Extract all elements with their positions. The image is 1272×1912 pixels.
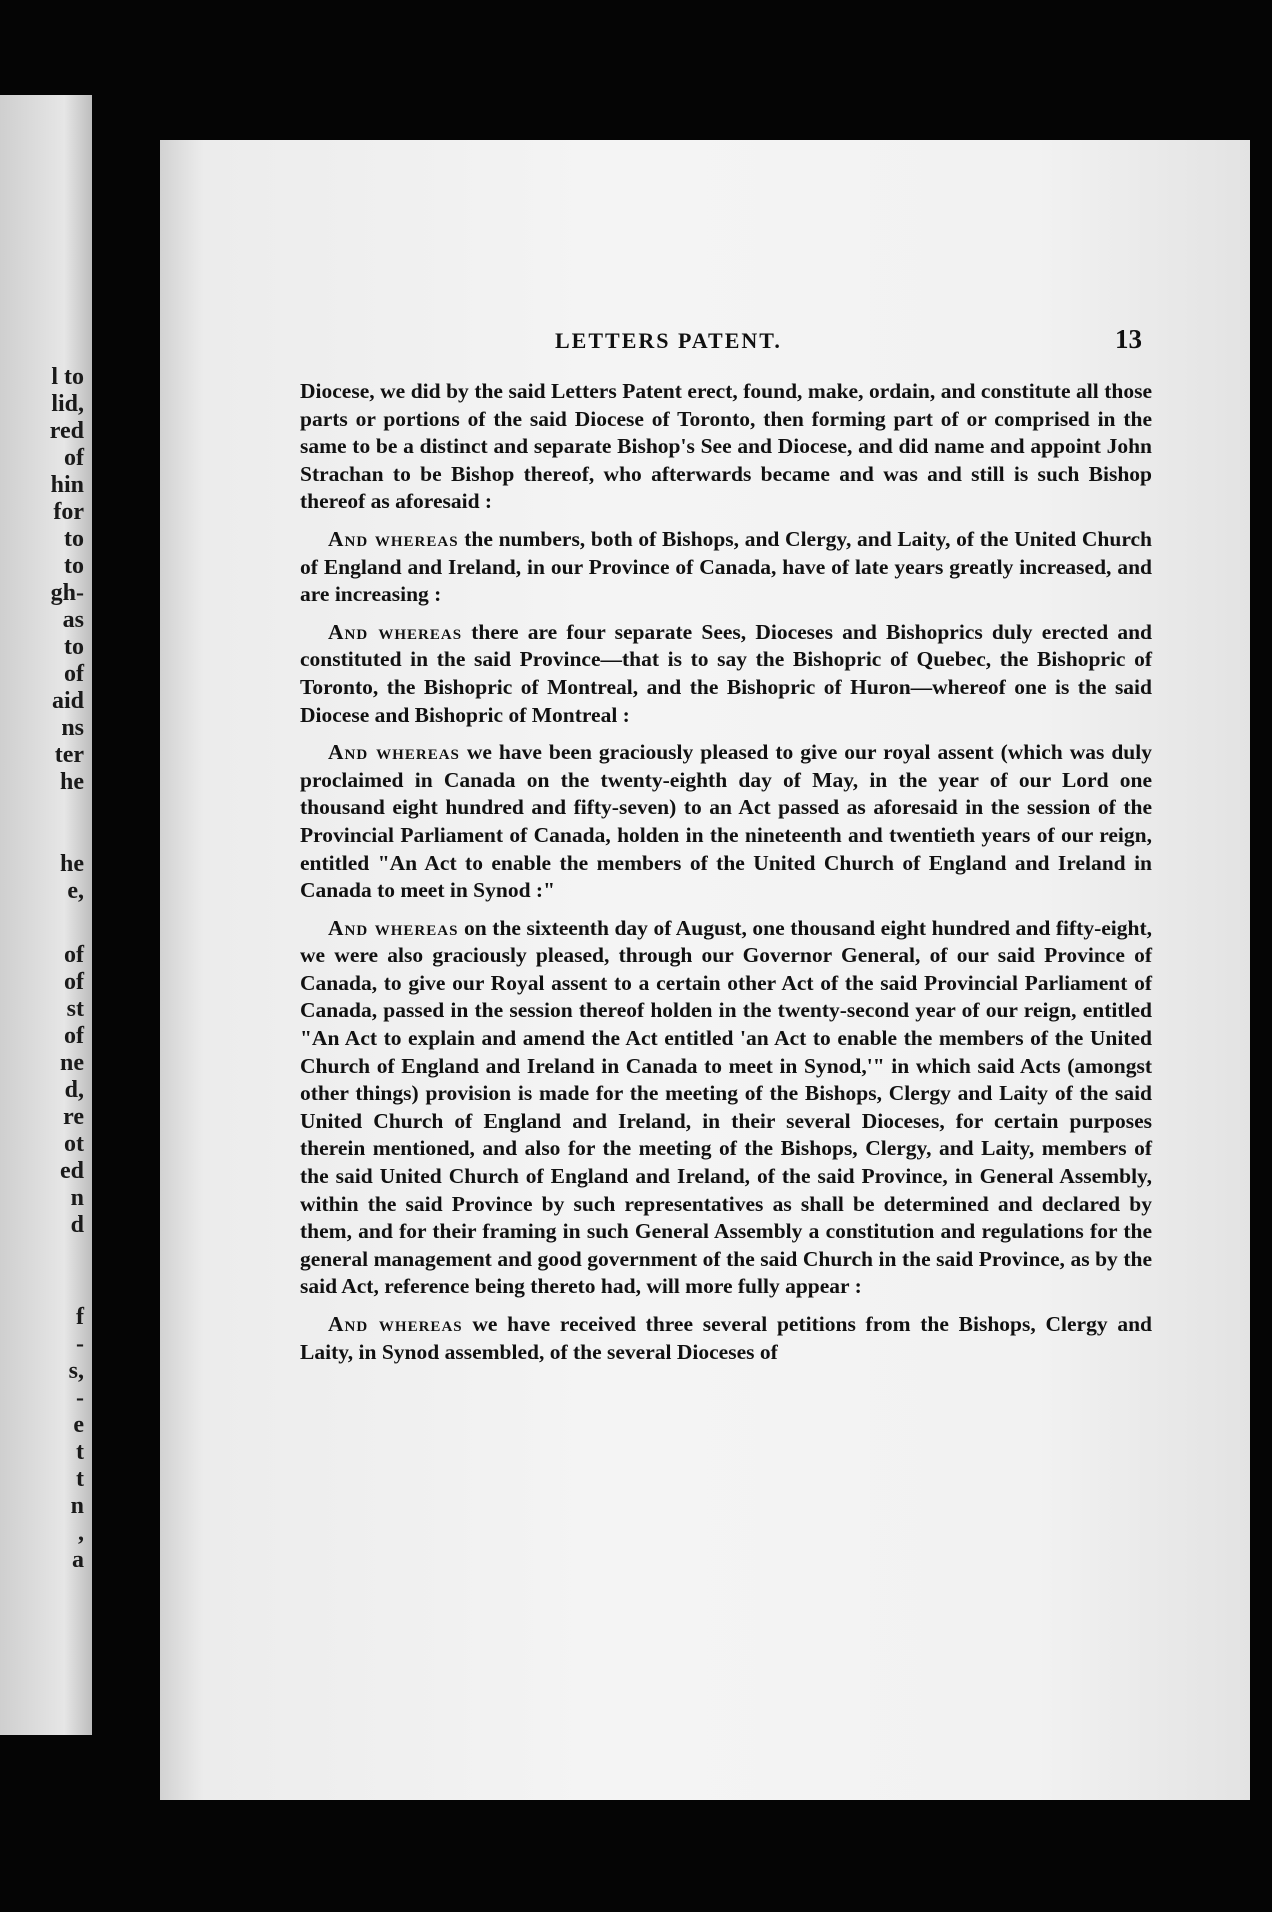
left-page-fragment: gh- [50, 580, 84, 606]
left-page-fragment: as [62, 607, 84, 633]
left-page-fragment: for [53, 499, 84, 525]
paragraph [300, 915, 1152, 1301]
left-page-fragment: t [76, 1439, 84, 1465]
left-page-fragment: of [64, 969, 84, 995]
left-page-fragment: l to [51, 364, 84, 390]
paragraph [300, 619, 1152, 729]
left-page-fragment: hin [50, 472, 84, 498]
left-page-fragment: re [63, 1104, 84, 1130]
left-page-fragment: s, [68, 1358, 84, 1384]
left-page-fragment: st [66, 996, 84, 1022]
paragraph [300, 378, 1152, 516]
page-header [160, 324, 1250, 368]
left-page-fragment: - [76, 1331, 84, 1357]
paragraph-text: on the sixteenth day of August, one thousand eight hundred and fifty-eight, we were also graciously pleased, through our Governor General, of our said Province of Canada, to give our Royal assent to a certain other Act of the said Provincial Parliament of Canada, passed in the session thereof holden in the twenty-second year of our reign, entitled "An Act to explain and amend the Act entitled 'an Act to enable the members of the United Church of England and Ireland in Canada to meet in Synod,'" in which said Acts (amongst other things) provision is made for the meeting of the Bishops, Clergy and Laity of the said United Church of England and Ireland, in their several Dioceses, for certain purposes therein mentioned, and also for the meeting of the Bishops, Clergy, and Laity, members of the said United Church of England and Ireland, of the said Province, in General Assembly, within the said Province by such representatives as shall be determined and declared by them, and for their framing in such General Assembly a constitution and regulations for the general management and good government of the said Church in the said Province, as by the said Act, reference being thereto had, will more fully appear : [300, 915, 1152, 1299]
paragraph [300, 526, 1152, 609]
left-page-fragment: of [64, 445, 84, 471]
left-page-fragment: red [49, 418, 84, 444]
left-page-fragment: of [64, 661, 84, 687]
document-page [160, 140, 1250, 1800]
left-page-fragment: f [76, 1304, 84, 1330]
left-page-fragment: a [72, 1547, 84, 1573]
left-page-fragment: ter [54, 742, 84, 768]
left-page-fragment: n [70, 1185, 84, 1211]
paragraph-lead: And whereas [328, 619, 463, 644]
left-page-fragment: ns [61, 715, 84, 741]
left-page-fragment: ne [60, 1050, 84, 1076]
left-page-fragment: e [73, 1412, 84, 1438]
page-body [300, 378, 1152, 1376]
paragraph-lead: And whereas [328, 526, 459, 551]
left-page-fragment: of [64, 1023, 84, 1049]
paragraph-text: we have received three several petitions from the Bishops, Clergy and Laity, in Synod assembled, of the several Dioceses of [300, 1312, 1152, 1364]
left-page-fragment: lid, [51, 391, 84, 417]
left-page-fragment: of [64, 942, 84, 968]
left-page-fragment: t [76, 1466, 84, 1492]
left-page-fragment: aid [51, 688, 84, 714]
left-page-fragment: ed [60, 1158, 84, 1184]
page-number: 13 [1115, 324, 1142, 354]
left-page-fragment: d, [64, 1077, 84, 1103]
paragraph [300, 739, 1152, 905]
left-page-edge [0, 95, 92, 1735]
paragraph-text: there are four separate Sees, Dioceses and Bishoprics duly erected and constituted in the said Province—that is to say the Bishopric of Quebec, the Bishopric of Toronto, the Bishopric of Montreal, and the Bishopric of Huron—whereof one is the said Diocese and Bishopric of Montreal : [300, 619, 1152, 727]
paragraph-text: we have been graciously pleased to give our royal assent (which was duly proclaimed in Canada on the twenty-eighth day of May, in the year of our Lord one thousand eight hundred and fifty-seven) to an Act passed as aforesaid in the session of the Provincial Parliament of Canada, holden in the nineteenth and twentieth years of our reign, entitled "An Act to enable the members of the United Church of England and Ireland in Canada to meet in Synod :" [300, 740, 1152, 903]
paragraph-lead: And whereas [328, 740, 460, 765]
running-title: LETTERS PATENT. [555, 328, 782, 353]
left-page-fragment: , [78, 1520, 84, 1546]
left-page-fragment: he [60, 769, 84, 795]
paragraph-text: the numbers, both of Bishops, and Clergy, and Laity, of the United Church of England and Ireland, in our Province of Canada, have of late years greatly increased, and are increasing : [300, 526, 1152, 607]
left-page-fragment: he [60, 851, 84, 877]
left-page-fragment: to [64, 526, 84, 552]
paragraph-lead: And whereas [328, 915, 459, 940]
left-page-fragment: d [70, 1212, 84, 1238]
paragraph-lead: And whereas [328, 1312, 463, 1336]
left-page-fragment: to [64, 634, 84, 660]
paragraph-text: Diocese, we did by the said Letters Patent erect, found, make, ordain, and constitute all those parts or portions of the said Diocese of Toronto, then forming part of or comprised in the same to be a distinct and separate Bishop's See and Diocese, and did name and appoint John Strachan to be Bishop thereof, who afterwards became and was and still is such Bishop thereof as aforesaid : [300, 379, 1152, 514]
left-page-fragment: ot [64, 1131, 84, 1157]
left-page-fragment: n [70, 1493, 84, 1519]
left-page-fragment: e, [67, 878, 84, 904]
left-page-fragment: - [76, 1385, 84, 1411]
left-page-fragment: to [64, 553, 84, 579]
paragraph [300, 1311, 1152, 1366]
